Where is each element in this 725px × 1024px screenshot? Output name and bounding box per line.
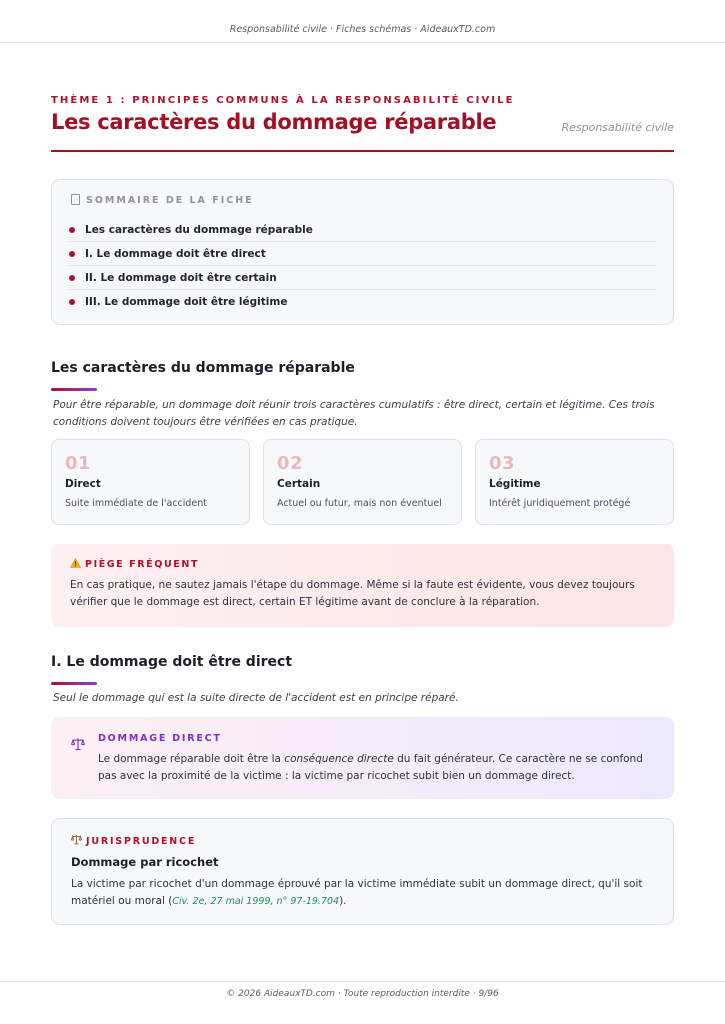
subject-label: Responsabilité civile xyxy=(561,121,674,134)
jurisprudence-body: La victime par ricochet d'un dommage éprouvé par la victime immédiate subit un dommage direct, qu'il soit matériel ou moral (Civ. 2e, 27 mai 1999, n° 97-19.704). xyxy=(71,878,643,907)
toc-heading xyxy=(71,194,254,206)
direct-damage-callout xyxy=(51,717,674,799)
scales-icon xyxy=(71,737,85,751)
bullet-icon xyxy=(69,251,75,257)
section-lead: Pour être réparable, un dommage doit réunir trois caractères cumulatifs : être direct, certain et légitime. Ces trois conditions doivent toujours être vérifiées en cas pratique. xyxy=(53,399,655,428)
jurisprudence-label-row xyxy=(71,834,654,847)
section-heading: Les caractères du dommage réparable xyxy=(51,360,355,376)
scales-icon xyxy=(71,834,82,845)
bullet-icon xyxy=(69,299,75,305)
criterion-title: Légitime xyxy=(489,478,541,490)
theme-label: THÈME 1 : PRINCIPES COMMUNS À LA RESPONSABILITÉ CIVILE xyxy=(51,95,515,106)
toc-list xyxy=(69,218,657,314)
toc-item[interactable] xyxy=(69,242,657,266)
case-citation[interactable]: Civ. 2e, 27 mai 1999, n° 97-19.704 xyxy=(172,896,340,907)
criterion-title: Direct xyxy=(65,478,101,490)
direct-damage-body: Le dommage réparable doit être la conséquence directe du fait générateur. Ce caractère ne se confond pas avec la proximité de la victime : la victime par ricochet subit bien un dommage direct. xyxy=(98,753,643,782)
table-of-contents xyxy=(51,179,674,325)
toc-item-label: I. Le dommage doit être direct xyxy=(85,247,266,260)
section-heading-bar xyxy=(51,388,97,391)
warning-body: En cas pratique, ne sautez jamais l'étape du dommage. Même si la faute est évidente, vous devez toujours vérifier que le dommage est direct, certain ET légitime avant de conclure à la réparation. xyxy=(70,579,635,608)
criterion-card-certain xyxy=(263,439,462,525)
toc-item[interactable] xyxy=(69,218,657,242)
page-title: Les caractères du dommage réparable xyxy=(51,110,497,134)
toc-item-label: II. Le dommage doit être certain xyxy=(85,271,277,284)
criterion-title: Certain xyxy=(277,478,321,490)
criterion-card-legitime xyxy=(475,439,674,525)
warning-icon xyxy=(70,558,81,568)
toc-item[interactable] xyxy=(69,290,657,314)
emphasis: conséquence directe xyxy=(284,753,394,765)
document-icon xyxy=(71,194,80,205)
criterion-number: 01 xyxy=(65,453,92,474)
toc-item[interactable] xyxy=(69,266,657,290)
bullet-icon xyxy=(69,275,75,281)
page-header: Responsabilité civile · Fiches schémas · AideauxTD.com xyxy=(0,0,725,43)
title-divider xyxy=(51,150,674,152)
warning-callout xyxy=(51,544,674,627)
criterion-number: 03 xyxy=(489,453,516,474)
section-lead: Seul le dommage qui est la suite directe de l'accident est en principe réparé. xyxy=(53,692,459,704)
toc-item-label: III. Le dommage doit être légitime xyxy=(85,296,288,308)
warning-label: PIÈGE FRÉQUENT xyxy=(85,559,199,570)
jurisprudence-title: Dommage par ricochet xyxy=(71,855,219,869)
criterion-desc: Actuel ou futur, mais non éventuel xyxy=(277,498,442,509)
bullet-icon xyxy=(69,227,75,233)
criterion-card-direct xyxy=(51,439,250,525)
jurisprudence-callout xyxy=(51,818,674,925)
section-heading-bar xyxy=(51,682,97,685)
criterion-desc: Intérêt juridiquement protégé xyxy=(489,498,631,509)
warning-label-row xyxy=(70,558,655,570)
toc-item-label: Les caractères du dommage réparable xyxy=(85,223,313,236)
page-footer: © 2026 AideauxTD.com · Toute reproduction interdite · 9/96 xyxy=(0,981,725,1024)
jurisprudence-label: JURISPRUDENCE xyxy=(86,836,197,847)
criterion-desc: Suite immédiate de l'accident xyxy=(65,498,208,509)
toc-heading-label: SOMMAIRE DE LA FICHE xyxy=(86,195,254,206)
direct-damage-label: DOMMAGE DIRECT xyxy=(98,733,222,744)
section-heading: I. Le dommage doit être direct xyxy=(51,654,293,670)
criterion-number: 02 xyxy=(277,453,304,474)
